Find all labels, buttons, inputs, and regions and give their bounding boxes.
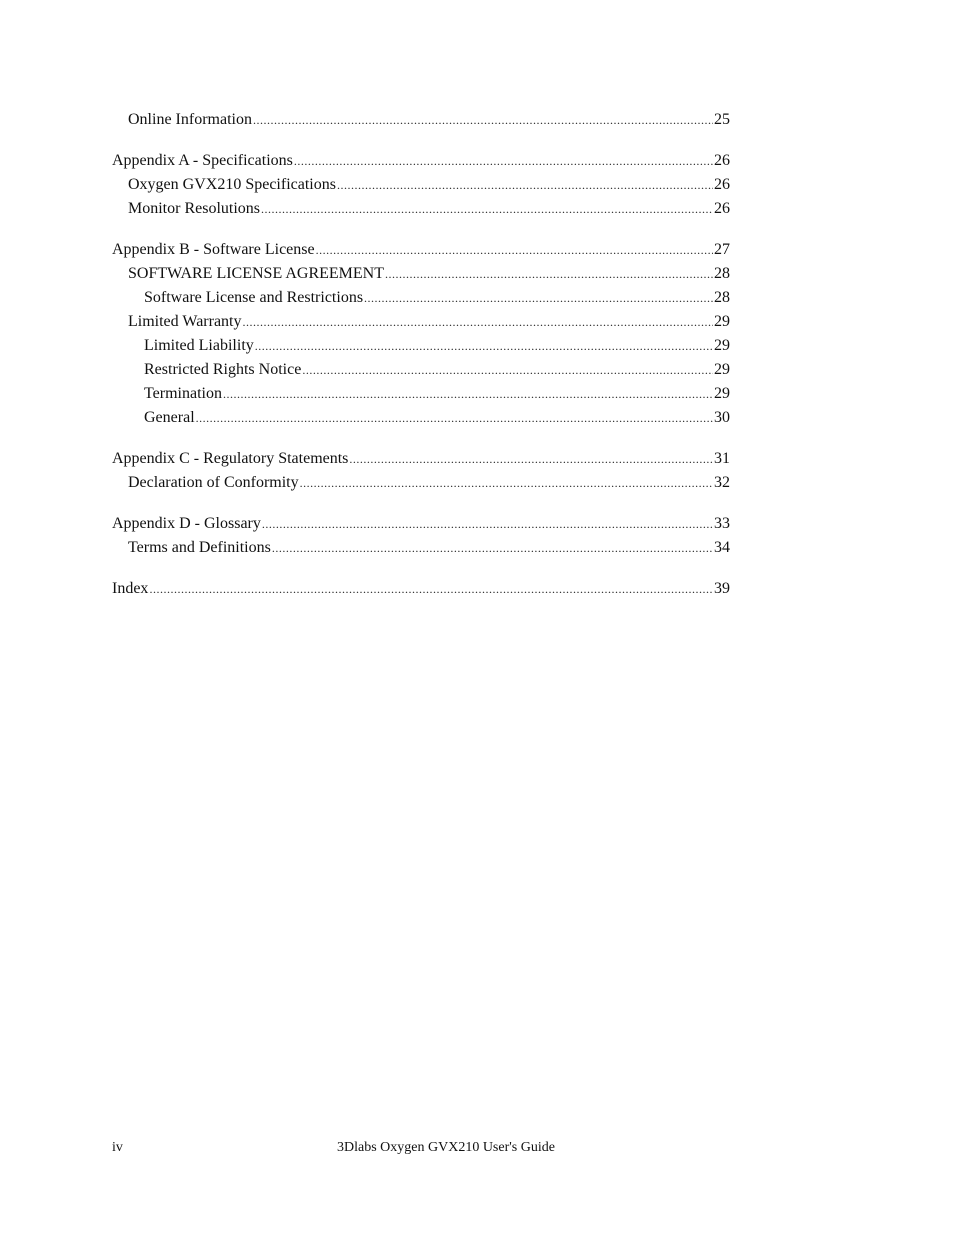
toc-entry-page-number: 27 bbox=[714, 241, 730, 258]
toc-entry[interactable] bbox=[112, 173, 730, 197]
toc-entry-page-number: 26 bbox=[714, 176, 730, 193]
toc-entry-page-number: 29 bbox=[714, 361, 730, 378]
toc-entry-page-number: 29 bbox=[714, 337, 730, 354]
toc-entry[interactable] bbox=[112, 471, 730, 495]
toc-entry[interactable] bbox=[112, 238, 730, 262]
toc-dot-leader bbox=[316, 238, 713, 262]
toc-dot-leader bbox=[196, 406, 713, 430]
toc-entry[interactable] bbox=[112, 577, 730, 601]
toc-entry-title: Appendix B - Software License bbox=[112, 241, 315, 258]
toc-entry-page-number: 29 bbox=[714, 385, 730, 402]
toc-entry-page-number: 33 bbox=[714, 515, 730, 532]
toc-entry[interactable] bbox=[112, 358, 730, 382]
toc-entry-page-number: 28 bbox=[714, 289, 730, 306]
toc-entry[interactable] bbox=[112, 447, 730, 471]
toc-entry-page-number: 25 bbox=[714, 111, 730, 128]
toc-entry[interactable] bbox=[112, 536, 730, 560]
toc-entry-title: Online Information bbox=[128, 111, 252, 128]
toc-entry[interactable] bbox=[112, 512, 730, 536]
toc-group bbox=[112, 238, 730, 430]
toc-entry-page-number: 32 bbox=[714, 474, 730, 491]
toc-dot-leader bbox=[385, 262, 713, 286]
toc-dot-leader bbox=[253, 108, 713, 132]
toc-entry[interactable] bbox=[112, 286, 730, 310]
toc-dot-leader bbox=[337, 173, 713, 197]
toc-entry-page-number: 28 bbox=[714, 265, 730, 282]
toc-entry-title: Limited Liability bbox=[144, 337, 254, 354]
toc-entry-title: Appendix C - Regulatory Statements bbox=[112, 450, 349, 467]
toc-entry-page-number: 26 bbox=[714, 200, 730, 217]
page-footer bbox=[112, 1138, 730, 1158]
toc-entry[interactable] bbox=[112, 382, 730, 406]
toc-group bbox=[112, 149, 730, 221]
toc-entry-title: Index bbox=[112, 580, 149, 597]
toc-entry-title: Restricted Rights Notice bbox=[144, 361, 302, 378]
toc-entry[interactable] bbox=[112, 108, 730, 132]
toc-dot-leader bbox=[364, 286, 713, 310]
toc-entry-title: Appendix D - Glossary bbox=[112, 515, 261, 532]
toc-entry-page-number: 34 bbox=[714, 539, 730, 556]
toc-entry-title: Declaration of Conformity bbox=[128, 474, 299, 491]
toc-dot-leader bbox=[243, 310, 714, 334]
toc-entry-page-number: 26 bbox=[714, 152, 730, 169]
toc-entry[interactable] bbox=[112, 310, 730, 334]
toc-dot-leader bbox=[255, 334, 713, 358]
toc-entry-title: SOFTWARE LICENSE AGREEMENT bbox=[128, 265, 384, 282]
toc-dot-leader bbox=[272, 536, 713, 560]
toc-group bbox=[112, 577, 730, 601]
toc-dot-leader bbox=[223, 382, 713, 406]
toc-entry-title: Oxygen GVX210 Specifications bbox=[128, 176, 336, 193]
toc-entry-title: Software License and Restrictions bbox=[144, 289, 364, 306]
toc-entry-title: Limited Warranty bbox=[128, 313, 242, 330]
toc-dot-leader bbox=[261, 197, 713, 221]
toc-entry-page-number: 29 bbox=[714, 313, 730, 330]
toc-entry[interactable] bbox=[112, 262, 730, 286]
toc-entry-page-number: 39 bbox=[714, 580, 730, 597]
toc-entry-title: General bbox=[144, 409, 195, 426]
footer-document-title: 3Dlabs Oxygen GVX210 User's Guide bbox=[337, 1140, 555, 1155]
toc-entry[interactable] bbox=[112, 406, 730, 430]
table-of-contents bbox=[112, 108, 730, 618]
toc-dot-leader bbox=[294, 149, 713, 173]
toc-entry-title: Termination bbox=[144, 385, 222, 402]
toc-group bbox=[112, 108, 730, 132]
toc-dot-leader bbox=[300, 471, 713, 495]
toc-dot-leader bbox=[262, 512, 713, 536]
toc-dot-leader bbox=[149, 577, 713, 601]
toc-entry-page-number: 31 bbox=[714, 450, 730, 467]
toc-entry[interactable] bbox=[112, 334, 730, 358]
footer-page-number: iv bbox=[112, 1140, 123, 1155]
toc-entry-title: Appendix A - Specifications bbox=[112, 152, 293, 169]
toc-dot-leader bbox=[302, 358, 713, 382]
toc-dot-leader bbox=[349, 447, 713, 471]
toc-entry[interactable] bbox=[112, 197, 730, 221]
toc-entry[interactable] bbox=[112, 149, 730, 173]
toc-group bbox=[112, 447, 730, 495]
toc-entry-title: Terms and Definitions bbox=[128, 539, 271, 556]
toc-group bbox=[112, 512, 730, 560]
toc-entry-page-number: 30 bbox=[714, 409, 730, 426]
toc-entry-title: Monitor Resolutions bbox=[128, 200, 261, 217]
